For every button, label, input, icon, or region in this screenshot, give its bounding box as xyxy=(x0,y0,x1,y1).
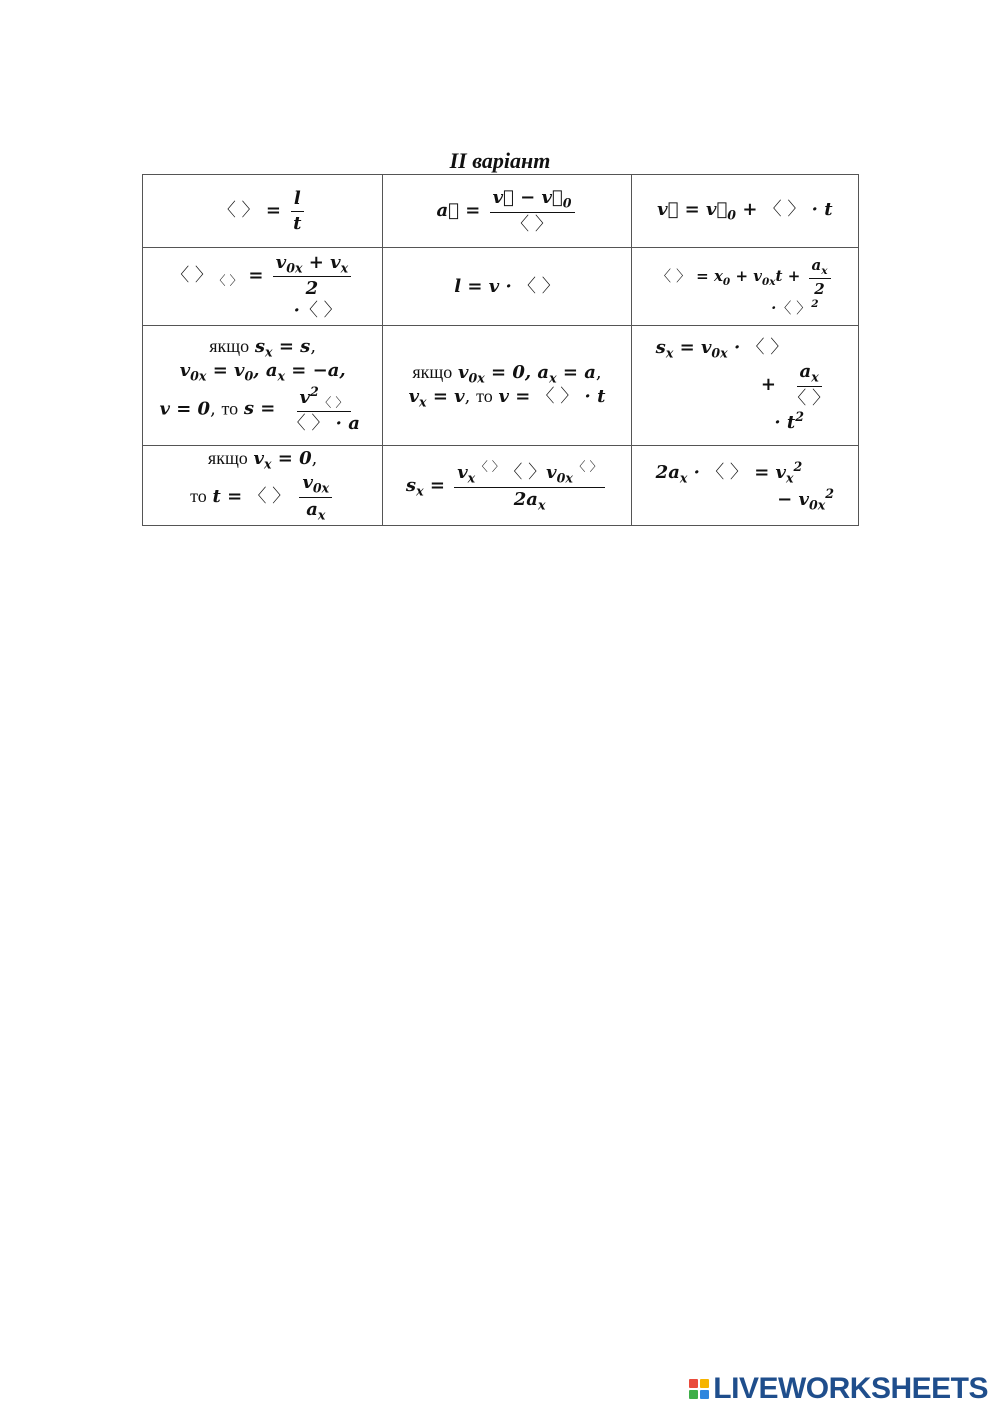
formula-cell-average-displacement: 〈 〉$_{〈 〉}$ = $\frac{v_{0x} + v_x}{2}$ ·〈 〉 xyxy=(143,248,383,326)
answer-blank[interactable]: 〈 〉 xyxy=(504,461,547,483)
formula-cell-velocity-squared: $2a_x$ · 〈 〉 = $v_x^2$ − $v_{0x}^2$ xyxy=(631,446,858,526)
answer-blank[interactable]: 〈 〉 xyxy=(217,200,260,221)
answer-blank[interactable]: 〈 〉 xyxy=(475,458,505,474)
answer-blank[interactable]: 〈 〉 xyxy=(299,299,342,321)
table-row xyxy=(143,446,859,526)
liveworksheets-logo xyxy=(689,1374,988,1404)
formula-cell-coordinate: 〈 〉 = $x_0 + v_{0x}t$ + $\frac{a_x}{2}$ ·〈 〉$^2$ xyxy=(631,248,858,326)
answer-blank[interactable]: 〈 〉 xyxy=(572,458,603,474)
page-title: II варіант xyxy=(449,148,551,173)
logo-text: LIVEWORKSHEETS xyxy=(713,1372,988,1405)
answer-blank[interactable]: 〈 〉 xyxy=(318,395,348,411)
answer-blank[interactable]: 〈 〉 xyxy=(248,486,291,508)
formula-cell-velocity: v⃗ = $v⃗_0$ + 〈 〉 · t xyxy=(631,175,858,248)
formula-cell-braking-distance: якщо $s_x = s$, $v_{0x} = v_0$, $a_x = -a$, v = 0, то s = $\frac{v^2_{〈 〉}}{〈 〉 \cdot a}$ xyxy=(143,326,383,446)
answer-blank[interactable]: 〈 〉 xyxy=(171,264,213,286)
answer-blank[interactable]: 〈 〉 xyxy=(536,385,579,407)
formula-cell-velocity-from-rest: якщо $v_{0x} = 0$, $a_x = a$, $v_x = v$, то v = 〈 〉 · t xyxy=(383,326,631,446)
table-row xyxy=(143,326,859,446)
formula-table xyxy=(142,174,859,526)
table-row xyxy=(143,175,859,248)
formula-cell-acceleration: a⃗ = $\frac{v⃗ - v⃗_0}{〈 〉}$ xyxy=(383,175,631,248)
answer-blank[interactable]: 〈 〉 xyxy=(517,275,560,297)
answer-blank[interactable]: 〈 〉 xyxy=(776,299,812,318)
formula-cell-speed: 〈 〉 = $\frac{l}{t}$ xyxy=(143,175,383,248)
formula-cell-distance: l = v · 〈 〉 xyxy=(383,248,631,326)
formula-cell-displacement: $s_x = v_{0x}$ · 〈 〉 + $\frac{a_x}{〈 〉}$ · $t^2$ xyxy=(631,326,858,446)
formula-cell-stopping-time: якщо $v_x = 0$, то t = 〈 〉 $\frac{v_{0x}}{a_x}$ xyxy=(143,446,383,526)
answer-blank[interactable]: 〈 〉 xyxy=(656,267,691,285)
answer-blank[interactable]: 〈 〉 xyxy=(212,273,243,289)
answer-blank[interactable]: 〈 〉 xyxy=(763,199,806,221)
answer-blank[interactable]: 〈 〉 xyxy=(511,213,553,235)
answer-blank[interactable]: 〈 〉 xyxy=(287,413,330,435)
logo-icon xyxy=(689,1379,709,1399)
table-row xyxy=(143,248,859,326)
answer-blank[interactable]: 〈 〉 xyxy=(706,461,748,483)
formula-cell-displacement-no-time: $s_x$ = $\frac{v_x^{〈 〉}〈 〉v_{0x}^{〈 〉}}{2a_x}$ xyxy=(383,446,631,526)
answer-blank[interactable]: 〈 〉 xyxy=(788,387,830,409)
answer-blank[interactable]: 〈 〉 xyxy=(746,337,789,359)
